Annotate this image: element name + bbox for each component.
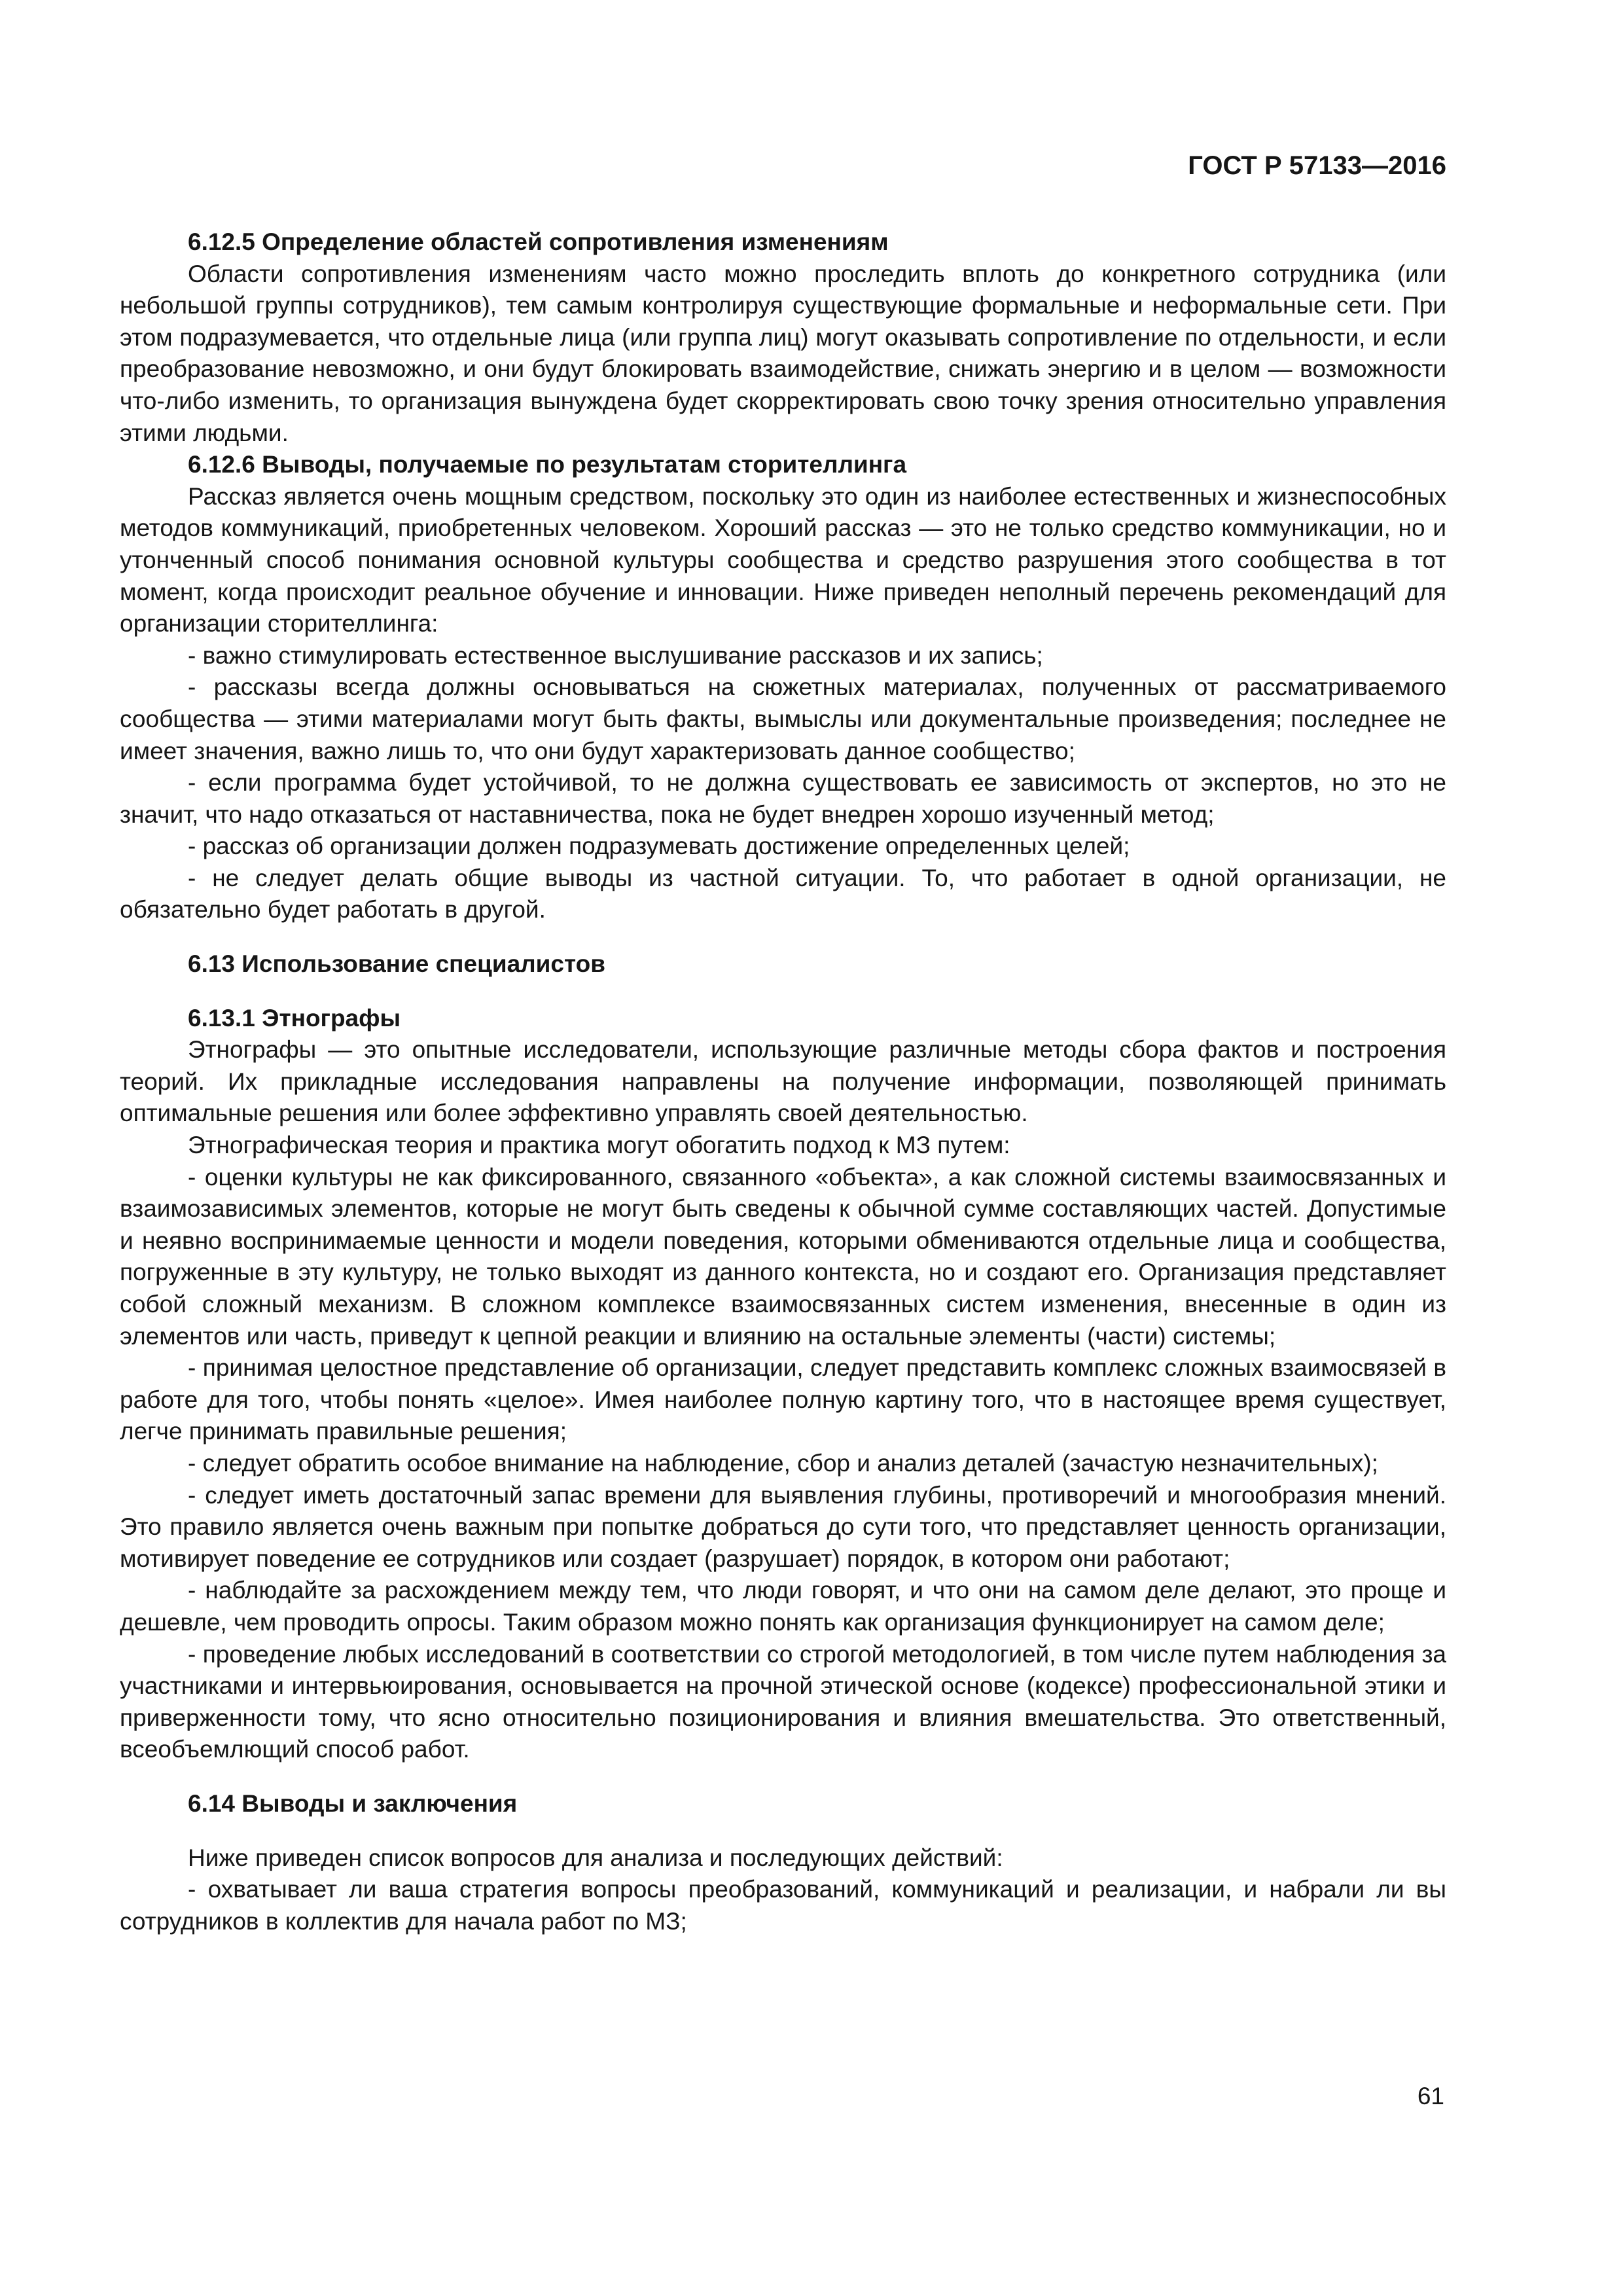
list-item: - если программа будет устойчивой, то не должна существовать ее зависимость от экспертов, но это не значит, что надо отказаться от наставничества, пока не будет внедрен хорошо изученный метод; <box>120 769 1446 828</box>
paragraph-6-14: Ниже приведен список вопросов для анализа и последующих действий: <box>188 1844 1003 1871</box>
paragraph-6-12-5: Области сопротивления изменениям часто можно проследить вплоть до конкретного сотрудника (или небольшой группы сотрудников), тем самым контролируя существующие формальные и неформальные сети. При этом подразумевается, что отдельные лица (или группа лиц) могут оказывать сопротивление по отдельности, и если преобразование невозможно, и они будут блокировать взаимодействие, снижать энергию и в целом — возможности что-либо изменить, то организация вынуждена будет скорректировать свою точку зрения относительно управления этими людьми. <box>120 260 1446 446</box>
paragraph-6-13-1-a: Этнографы — это опытные исследователи, использующие различные методы сбора фактов и построения теорий. Их прикладные исследования направлены на получение информации, позволяющей принимать оптимальные решения или более эффективно управлять своей деятельностью. <box>120 1036 1446 1127</box>
list-item: - не следует делать общие выводы из частной ситуации. То, что работает в одной организации, не обязательно будет работать в другой. <box>120 864 1446 924</box>
heading-6-13-1: 6.13.1 Этнографы <box>188 1004 401 1031</box>
list-item: - охватывает ли ваша стратегия вопросы преобразований, коммуникаций и реализации, и набрали ли вы сотрудников в коллектив для начала работ по МЗ; <box>120 1876 1446 1935</box>
standard-designation: ГОСТ Р 57133—2016 <box>1188 151 1446 180</box>
heading-6-12-6: 6.12.6 Выводы, получаемые по результатам сторителлинга <box>188 451 907 478</box>
page-content <box>120 226 1446 1937</box>
list-item: - следует обратить особое внимание на наблюдение, сбор и анализ деталей (зачастую незначительных); <box>188 1449 1378 1477</box>
list-item: - важно стимулировать естественное выслушивание рассказов и их запись; <box>188 641 1043 669</box>
paragraph-6-13-1-b: Этнографическая теория и практика могут обогатить подход к МЗ путем: <box>188 1132 1010 1159</box>
heading-6-14: 6.14 Выводы и заключения <box>188 1789 518 1817</box>
heading-6-12-5: 6.12.5 Определение областей сопротивления изменениям <box>188 228 889 255</box>
paragraph-6-12-6: Рассказ является очень мощным средством, поскольку это один из наиболее естественных и жизнеспособных методов коммуникаций, приобретенных человеком. Хороший рассказ — это не только средство коммуникации, но и утонченный способ понимания основной культуры сообщества и средство разрушения этого сообщества в тот момент, когда происходит реальное обучение и инновации. Ниже приведен неполный перечень рекомендаций для организации сторителлинга: <box>120 482 1446 637</box>
list-item: - принимая целостное представление об организации, следует представить комплекс сложных взаимосвязей в работе для того, чтобы понять «целое». Имея наиболее полную картину того, что в настоящее время существует, легче принимать правильные решения; <box>120 1354 1446 1445</box>
heading-6-13: 6.13 Использование специалистов <box>188 950 605 978</box>
list-item: - следует иметь достаточный запас времени для выявления глубины, противоречий и многообразия мнений. Это правило является очень важным при попытке добраться до сути того, что представляет ценность организации, мотивирует поведение ее сотрудников или создает (разрушает) порядок, в котором они работают; <box>120 1481 1446 1572</box>
list-item: - наблюдайте за расхождением между тем, что люди говорят, и что они на самом деле делают, это проще и дешевле, чем проводить опросы. Таким образом можно понять как организация функционирует на самом деле; <box>120 1577 1446 1636</box>
list-item: - рассказы всегда должны основываться на сюжетных материалах, полученных от рассматриваемого сообщества — этими материалами могут быть факты, вымыслы или документальные произведения; последнее не имеет значения, важно лишь то, что они будут характеризовать данное сообщество; <box>120 673 1446 764</box>
list-item: - проведение любых исследований в соответствии со строгой методологией, в том числе путем наблюдения за участниками и интервьюирования, основывается на прочной этической основе (кодексе) профессиональной этики и приверженности тому, что ясно относительно позиционирования и влияния вмешательства. Это ответственный, всеобъемлющий способ работ. <box>120 1640 1446 1763</box>
page-number: 61 <box>1417 2083 1444 2109</box>
list-item: - рассказ об организации должен подразумевать достижение определенных целей; <box>188 833 1130 860</box>
list-item: - оценки культуры не как фиксированного, связанного «объекта», а как сложной системы взаимосвязанных и взаимозависимых элементов, которые не могут быть сведены к обычной сумме составляющих частей. Допустимые и неявно воспринимаемые ценности и модели поведения, которыми обмениваются отдельные лица и сообщества, погруженные в эту культуру, не только выходят из данного контекста, но и создают его. Организация представляет собой сложный механизм. В сложном комплексе взаимосвязанных систем изменения, внесенные в один из элементов или часть, приведут к цепной реакции и влиянию на остальные элементы (части) системы; <box>120 1163 1446 1350</box>
